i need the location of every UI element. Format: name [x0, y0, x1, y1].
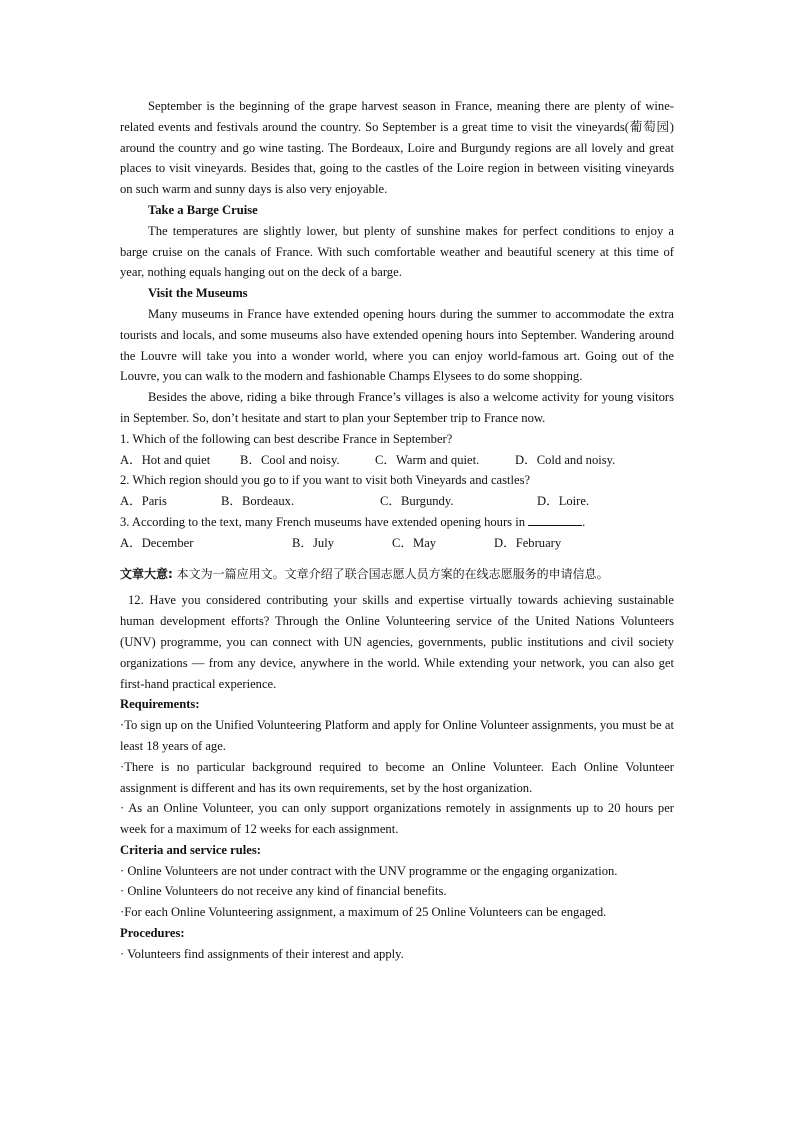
- criteria-heading: Criteria and service rules:: [120, 842, 261, 857]
- question-3-options: [120, 533, 674, 554]
- section-heading-barge: Take a Barge Cruise: [148, 202, 258, 217]
- option-c: C．Burgundy.: [380, 494, 454, 509]
- question-3-text: 3. According to the text, many French museums have extended opening hours in: [120, 514, 526, 529]
- option-d: D．Cold and noisy.: [515, 452, 616, 467]
- option-b: B．Bordeaux.: [221, 494, 295, 509]
- requirement-item: · As an Online Volunteer, you can only support organizations remotely in assignments up to 20 hours per week for a maximum of 12 weeks for each assignment.: [120, 801, 674, 837]
- option-a: A．Paris: [120, 494, 167, 509]
- option-c: C．May: [392, 535, 437, 550]
- requirement-item: ·To sign up on the Unified Volunteering Platform and apply for Online Volunteer assignments, you must be at least 18 years of age.: [120, 718, 674, 753]
- passage2-intro: 12. Have you considered contributing your skills and expertise virtually towards achieving sustainable human development efforts? Through the Online Volunteering service of the United Nations Volunteers (UNV) programme, you can connect with UN agencies, governments, public institutions and civil society organizations — from any device, anywhere in the world. While extending your network, you can also get first-hand practical experience.: [120, 593, 674, 691]
- section-text-barge: The temperatures are slightly lower, but plenty of sunshine makes for perfect conditions to enjoy a barge cruise on the canals of France. With such comfortable weather and beautiful scenery at this time of year, nothing equals hanging out on the deck of a barge.: [120, 223, 674, 280]
- procedures-heading: Procedures:: [120, 926, 185, 941]
- option-b: B．July: [292, 535, 334, 550]
- question-3-stem: [120, 512, 674, 533]
- answer-blank: [528, 513, 582, 526]
- criteria-item: · Online Volunteers are not under contract with the UNV programme or the engaging organization.: [120, 863, 618, 878]
- summary-label: 文章大意:: [120, 566, 173, 581]
- criteria-item: · Online Volunteers do not receive any kind of financial benefits.: [120, 884, 447, 899]
- option-a: A．December: [120, 535, 194, 550]
- option-d: D．Loire.: [537, 494, 590, 509]
- question-1-options: [120, 450, 674, 471]
- question-1-stem: 1. Which of the following can best describe France in September?: [120, 431, 453, 446]
- option-d: D．February: [494, 535, 562, 550]
- section-heading-museums: Visit the Museums: [148, 286, 248, 301]
- document-page: [120, 96, 674, 965]
- section-text-museums: Many museums in France have extended opening hours during the summer to accommodate the extra tourists and locals, and some museums also have extended opening hours into September. Wandering around the Louvre will take you into a wonder world, where you can enjoy world-famous art. Going out of the Louvre, you can walk to the modern and fashionable Champs Elysees to do some shopping.: [120, 306, 674, 384]
- question-3-period: .: [582, 514, 586, 529]
- passage1-closing: Besides the above, riding a bike through France’s villages is also a welcome activity for young visitors in September. So, don’t hesitate and start to plan your September trip to France now.: [120, 390, 674, 425]
- option-a: A．Hot and quiet: [120, 452, 211, 467]
- option-b: B．Cool and noisy.: [240, 452, 340, 467]
- question-2-options: [120, 491, 674, 512]
- question-2-stem: 2. Which region should you go to if you want to visit both Vineyards and castles?: [120, 473, 531, 488]
- option-c: C．Warm and quiet.: [375, 452, 480, 467]
- passage1-intro: September is the beginning of the grape harvest season in France, meaning there are plenty of wine-related events and festivals around the country. So September is a great time to visit the vineyards(葡萄园) around the country and go wine tasting. The Bordeaux, Loire and Burgundy regions are all lovely and great places to visit vineyards. Besides that, going to the castles of the Loire region in between visiting vineyards on such warm and sunny days is also very enjoyable.: [120, 99, 674, 197]
- requirement-item: ·There is no particular background required to become an Online Volunteer. Each Online Volunteer assignment is different and has its own requirements, set by the host organization.: [120, 759, 674, 795]
- criteria-item: ·For each Online Volunteering assignment, a maximum of 25 Online Volunteers can be engaged.: [120, 905, 607, 920]
- requirements-heading: Requirements:: [120, 697, 200, 712]
- article-summary: [120, 564, 674, 585]
- procedure-item: · Volunteers find assignments of their interest and apply.: [120, 946, 404, 961]
- summary-text: 本文为一篇应用文。文章介绍了联合国志愿人员方案的在线志愿服务的申请信息。: [172, 566, 609, 581]
